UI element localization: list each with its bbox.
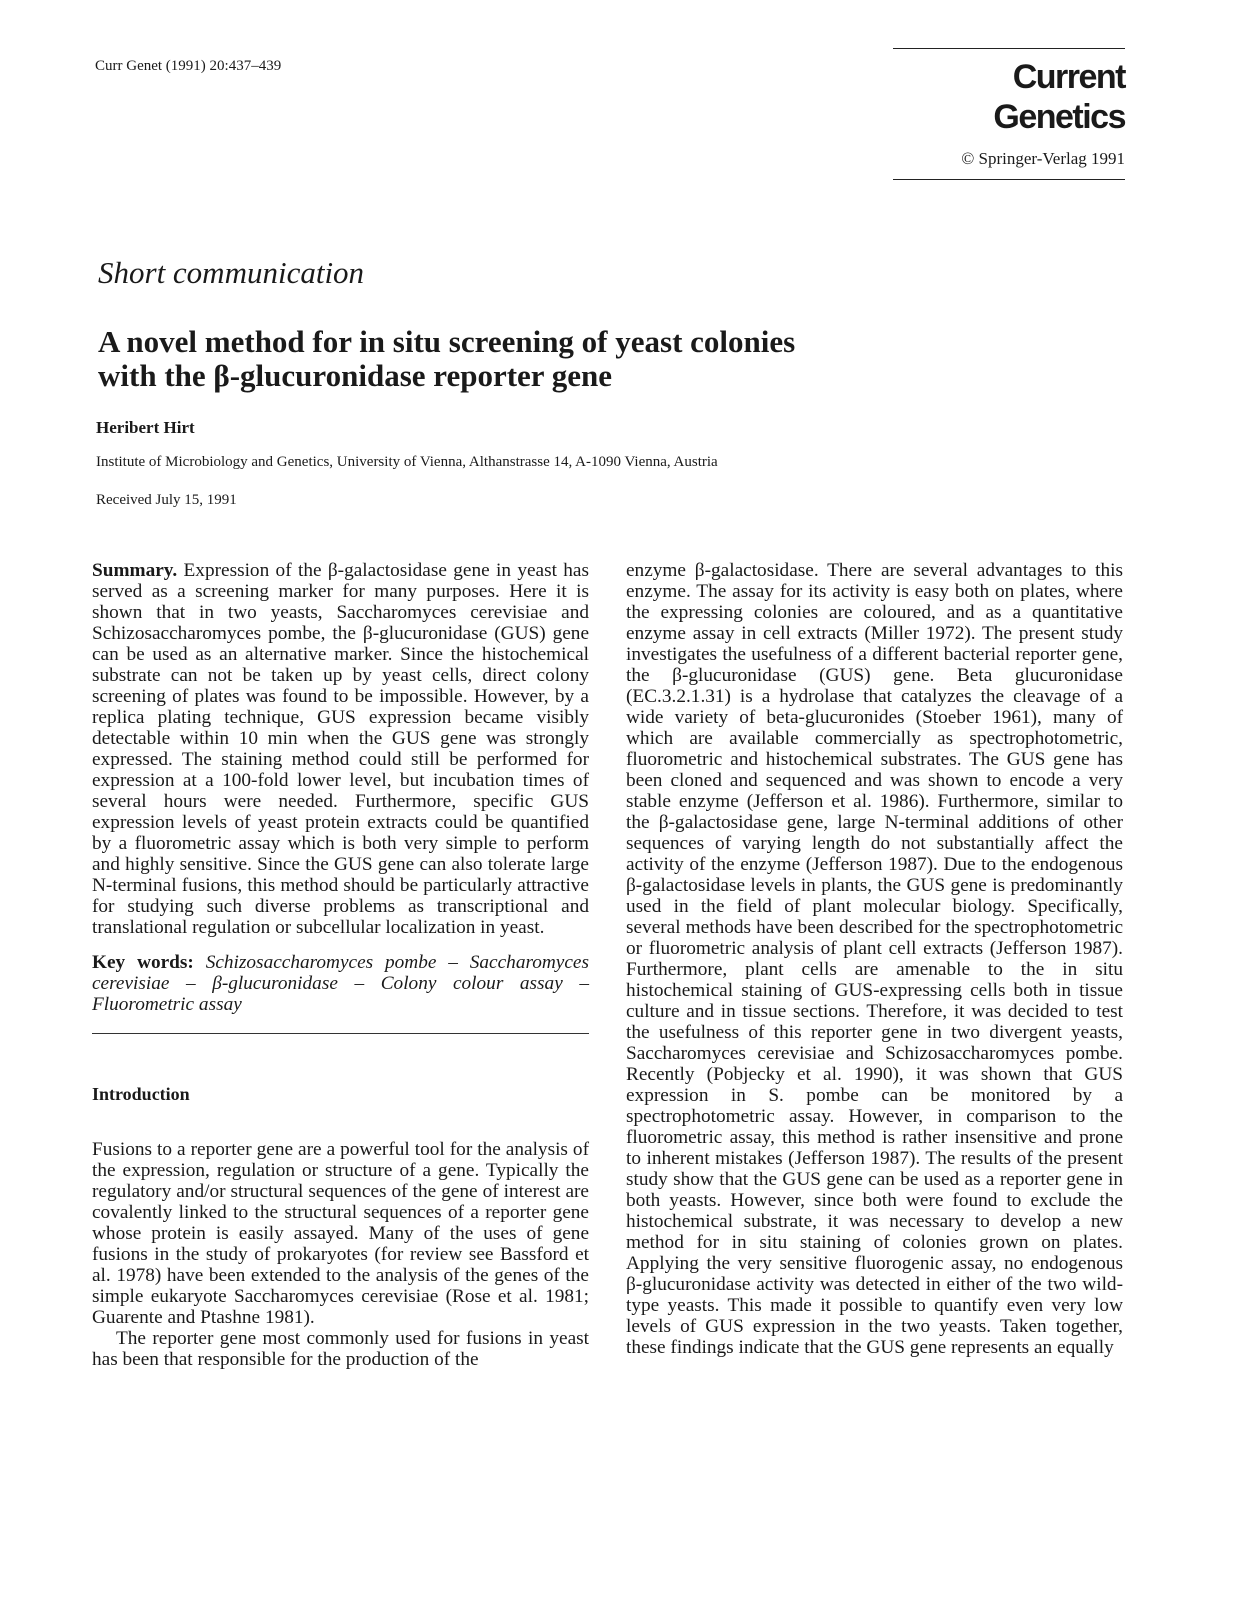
journal-citation: Curr Genet (1991) 20:437–439 xyxy=(95,58,282,74)
introduction-paragraph-2: The reporter gene most commonly used for fusions in yeast has been that responsible for the production of the xyxy=(92,1328,589,1370)
masthead-bottom-rule xyxy=(893,179,1125,180)
summary-text: Expression of the β-galactosidase gene in yeast has served as a screening marker for many purposes. Here it is shown that in two yeasts, Saccharomyces cerevisiae and Schizosaccharomyces pombe, the β-glucuronidase (GUS) gene can be used as an alternative marker. Since the histochemical substrate can not be taken up by yeast cells, direct colony screening of plates was found to be impossible. However, by a replica plating technique, GUS expression became visibly detectable within 10 min when the GUS gene was strongly expressed. The staining method could still be performed for expression at a 100-fold lower level, but incubation times of several hours were needed. Furthermore, specific GUS expression levels of yeast protein extracts could be quantified by a fluorometric assay which is both very simple to perform and highly sensitive. Since the GUS gene can also tolerate large N-terminal fusions, this method should be particularly attractive for studying such diverse problems as transcriptional and translational regulation or subcellular localization in yeast. xyxy=(92,560,589,938)
journal-masthead xyxy=(893,48,1125,180)
right-column xyxy=(626,560,1123,1358)
summary-paragraph xyxy=(92,560,589,938)
article-title xyxy=(98,325,898,393)
section-divider xyxy=(92,1033,589,1034)
right-column-paragraph: enzyme β-galactosidase. There are several advantages to this enzyme. The assay for its activity is easy both on plates, where the expressing colonies are coloured, and as a quantitative enzyme assay in cell extracts (Miller 1972). The present study investigates the usefulness of a different bacterial reporter gene, the β-glucuronidase (GUS) gene. Beta glucuronidase (EC.3.2.1.31) is a hydrolase that catalyzes the cleavage of a wide variety of beta-glucuronides (Stoeber 1961), many of which are available commercially as spectrophotometric, fluorometric and histochemical substrates. The GUS gene has been cloned and sequenced and was shown to encode a very stable enzyme (Jefferson et al. 1986). Furthermore, similar to the β-galactosidase gene, large N-terminal additions of other sequences of varying length do not substantially affect the activity of the enzyme (Jefferson 1987). Due to the endogenous β-galactosidase levels in plants, the GUS gene is predominantly used in the field of plant molecular biology. Specifically, several methods have been described for the spectrophotometric or fluorometric analysis of plant cell extracts (Jefferson 1987). Furthermore, plant cells are amenable to the in situ histochemical staining of GUS-expressing cells both in tissue culture and in tissue sections. Therefore, it was decided to test the usefulness of this reporter gene in two divergent yeasts, Saccharomyces cerevisiae and Schizosaccharomyces pombe. Recently (Pobjecky et al. 1990), it was shown that GUS expression in S. pombe can be monitored by a spectrophotometric assay. However, in comparison to the fluorometric assay, this method is rather insensitive and prone to inherent mistakes (Jefferson 1987). The results of the present study show that the GUS gene can be used as a reporter gene in both yeasts. However, since both were found to exclude the histochemical substrate, it was necessary to develop a new method for in situ staining of colonies grown on plates. Applying the very sensitive fluorogenic assay, no endogenous β-glucuronidase activity was detected in either of the two wild-type yeasts. This made it possible to quantify even very low levels of GUS expression in the two yeasts. Taken together, these findings indicate that the GUS gene represents an equally xyxy=(626,560,1123,1358)
summary-label: Summary. xyxy=(92,560,178,581)
keywords-label: Key words: xyxy=(92,952,194,973)
title-line-2: with the β-glucuronidase reporter gene xyxy=(98,358,613,393)
introduction-paragraph-1: Fusions to a reporter gene are a powerful tool for the analysis of the expression, regulation or structure of a gene. Typically the regulatory and/or structural sequences of the gene of interest are covalently linked to the structural sequences of a reporter gene whose protein is easily assayed. Many of the uses of gene fusions in the study of prokaryotes (for review see Bassford et al. 1978) have been extended to the analysis of the genes of the simple eukaryote Saccharomyces cerevisiae (Rose et al. 1981; Guarente and Ptashne 1981). xyxy=(92,1139,589,1328)
author-name: Heribert Hirt xyxy=(96,418,195,437)
masthead-top-rule xyxy=(893,48,1125,49)
left-column xyxy=(92,560,589,1370)
title-line-1: A novel method for in situ screening of yeast colonies xyxy=(98,324,796,359)
journal-copyright: © Springer-Verlag 1991 xyxy=(961,149,1125,168)
keywords-text: Schizosaccharomyces pombe – Saccharomyces cerevisiae – β-glucuronidase – Colony colour assay – Fluorometric assay xyxy=(92,952,589,1015)
journal-name: Current Genetics xyxy=(993,58,1125,136)
introduction-heading: Introduction xyxy=(92,1084,190,1104)
keywords-paragraph xyxy=(92,952,589,1015)
author-affiliation: Institute of Microbiology and Genetics, University of Vienna, Althanstrasse 14, A-1090 Vienna, Austria xyxy=(96,454,718,470)
section-kind: Short communication xyxy=(98,255,365,290)
received-date: Received July 15, 1991 xyxy=(96,492,237,508)
